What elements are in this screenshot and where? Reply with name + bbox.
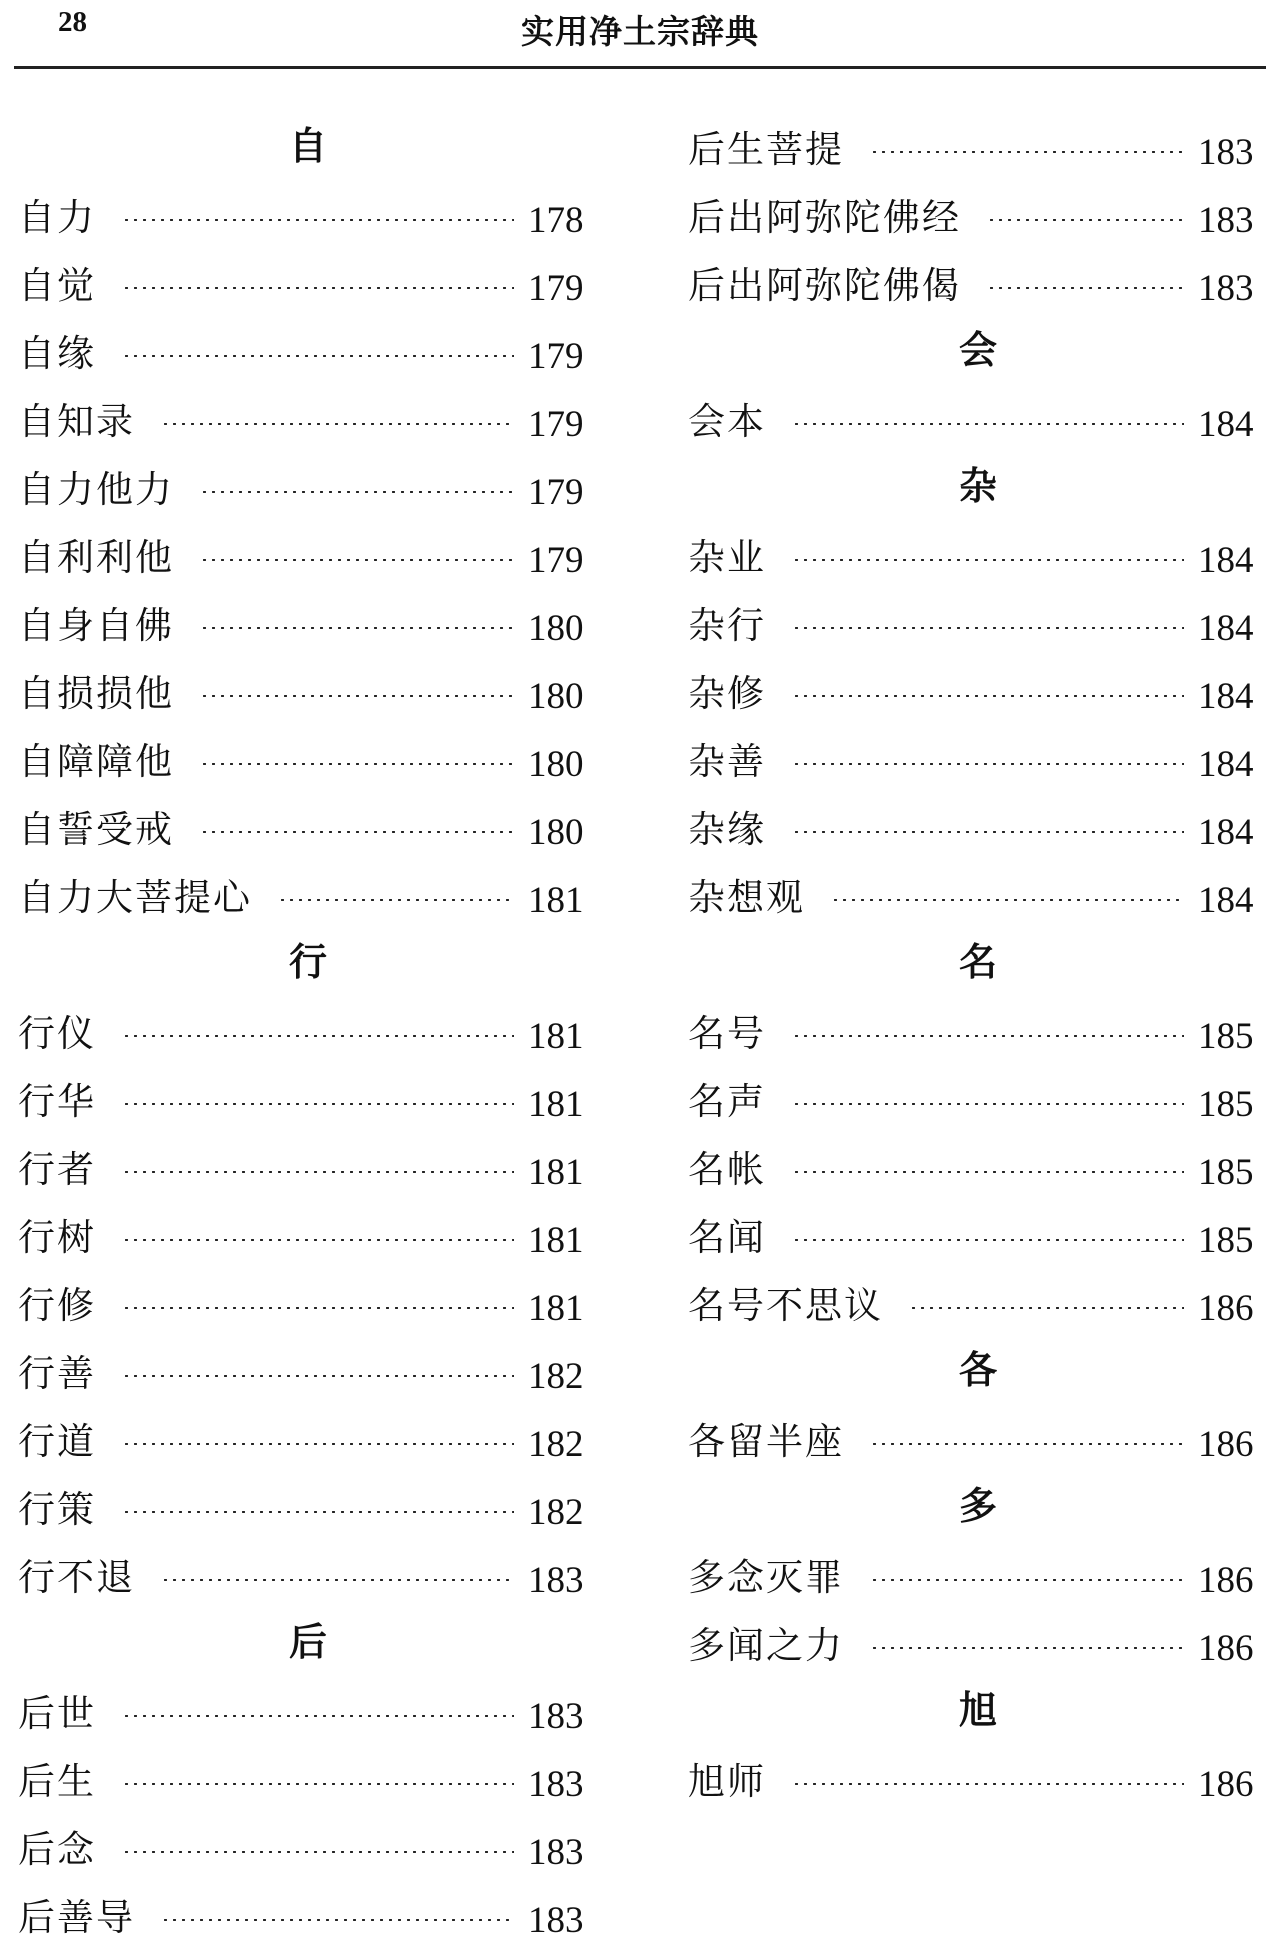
entry-term: 行仪 [18, 1012, 96, 1055]
entry-term: 杂善 [688, 740, 766, 783]
entry-page-number: 181 [528, 1151, 584, 1193]
entry-term: 行善 [18, 1352, 96, 1395]
entry-term: 后善导 [18, 1896, 135, 1939]
index-column-left [18, 112, 598, 1948]
section-heading: 自 [288, 123, 327, 168]
dot-leader [122, 287, 514, 289]
index-entry [18, 1744, 598, 1812]
dot-leader [122, 1307, 514, 1309]
index-entry [18, 860, 598, 928]
index-entry [18, 724, 598, 792]
entry-page-number: 186 [1198, 1559, 1254, 1601]
dot-leader [200, 559, 514, 561]
dot-leader [870, 1443, 1184, 1445]
entry-term: 行策 [18, 1488, 96, 1531]
index-entry [688, 248, 1268, 316]
entry-term: 杂业 [688, 536, 766, 579]
dot-leader [792, 1171, 1184, 1173]
section-heading: 杂 [958, 463, 997, 508]
entry-term: 行树 [18, 1216, 96, 1259]
index-entry [18, 1268, 598, 1336]
dot-leader [122, 1443, 514, 1445]
dot-leader [792, 695, 1184, 697]
entry-page-number: 179 [528, 267, 584, 309]
entry-term: 旭师 [688, 1760, 766, 1803]
entry-term: 自缘 [18, 332, 96, 375]
index-entry [688, 1404, 1268, 1472]
index-entry [18, 384, 598, 452]
index-entry [688, 860, 1268, 928]
entry-page-number: 183 [1198, 131, 1254, 173]
index-entry [688, 1064, 1268, 1132]
entry-page-number: 184 [1198, 403, 1254, 445]
index-entry [18, 1336, 598, 1404]
dot-leader [987, 287, 1184, 289]
dot-leader [122, 1715, 514, 1717]
dot-leader [122, 1375, 514, 1377]
dot-leader [161, 1919, 514, 1921]
index-entry [18, 1404, 598, 1472]
entry-term: 各留半座 [688, 1420, 844, 1463]
index-entry [688, 180, 1268, 248]
entry-term: 后出阿弥陀佛偈 [688, 264, 961, 307]
entry-term: 名声 [688, 1080, 766, 1123]
entry-term: 行修 [18, 1284, 96, 1327]
entry-page-number: 186 [1198, 1423, 1254, 1465]
index-entry [18, 1676, 598, 1744]
entry-page-number: 185 [1198, 1083, 1254, 1125]
entry-page-number: 181 [528, 1219, 584, 1261]
index-column-right [688, 112, 1268, 1812]
entry-page-number: 185 [1198, 1219, 1254, 1261]
entry-page-number: 181 [528, 879, 584, 921]
entry-page-number: 184 [1198, 743, 1254, 785]
page-header [0, 0, 1280, 72]
section-heading: 各 [958, 1347, 997, 1392]
index-entry [688, 996, 1268, 1064]
dot-leader [870, 1647, 1184, 1649]
entry-page-number: 183 [1198, 267, 1254, 309]
dot-leader [792, 1783, 1184, 1785]
entry-page-number: 179 [528, 335, 584, 377]
entry-page-number: 181 [528, 1287, 584, 1329]
entry-page-number: 182 [528, 1355, 584, 1397]
dot-leader [870, 151, 1184, 153]
dot-leader [792, 627, 1184, 629]
dot-leader [122, 1239, 514, 1241]
index-entry [688, 1200, 1268, 1268]
entry-term: 多闻之力 [688, 1624, 844, 1667]
dot-leader [792, 831, 1184, 833]
dot-leader [278, 899, 514, 901]
dot-leader [122, 1035, 514, 1037]
entry-term: 杂想观 [688, 876, 805, 919]
index-entry [688, 724, 1268, 792]
dot-leader [200, 763, 514, 765]
entry-term: 自障障他 [18, 740, 174, 783]
dot-leader [870, 1579, 1184, 1581]
index-entry [688, 1268, 1268, 1336]
index-entry [18, 1064, 598, 1132]
entry-page-number: 181 [528, 1083, 584, 1125]
dot-leader [200, 831, 514, 833]
entry-page-number: 179 [528, 403, 584, 445]
entry-page-number: 183 [1198, 199, 1254, 241]
entry-term: 自力大菩提心 [18, 876, 252, 919]
index-entry [18, 1812, 598, 1880]
index-entry [18, 1200, 598, 1268]
entry-page-number: 186 [1198, 1627, 1254, 1669]
index-entry [688, 792, 1268, 860]
dot-leader [122, 1171, 514, 1173]
entry-page-number: 180 [528, 675, 584, 717]
index-entry [688, 384, 1268, 452]
entry-term: 自力他力 [18, 468, 174, 511]
dot-leader [792, 1035, 1184, 1037]
entry-term: 名帐 [688, 1148, 766, 1191]
dot-leader [831, 899, 1184, 901]
entry-term: 自身自佛 [18, 604, 174, 647]
entry-page-number: 185 [1198, 1151, 1254, 1193]
entry-term: 行者 [18, 1148, 96, 1191]
index-entry [18, 1540, 598, 1608]
entry-page-number: 183 [528, 1763, 584, 1805]
index-entry [688, 112, 1268, 180]
entry-term: 行道 [18, 1420, 96, 1463]
index-entry [18, 180, 598, 248]
dot-leader [792, 1239, 1184, 1241]
entry-term: 后世 [18, 1692, 96, 1735]
dot-leader [792, 559, 1184, 561]
entry-term: 自损损他 [18, 672, 174, 715]
entry-term: 杂修 [688, 672, 766, 715]
entry-page-number: 184 [1198, 879, 1254, 921]
dot-leader [122, 219, 514, 221]
dot-leader [200, 627, 514, 629]
dot-leader [792, 423, 1184, 425]
entry-page-number: 184 [1198, 811, 1254, 853]
entry-term: 名号 [688, 1012, 766, 1055]
section-heading: 多 [958, 1483, 997, 1528]
entry-term: 后念 [18, 1828, 96, 1871]
section-heading: 旭 [958, 1687, 997, 1732]
index-entry [18, 1880, 598, 1948]
index-entry [18, 520, 598, 588]
entry-page-number: 183 [528, 1831, 584, 1873]
running-title: 实用净土宗辞典 [521, 12, 759, 51]
entry-term: 后生 [18, 1760, 96, 1803]
index-entry [18, 996, 598, 1064]
entry-page-number: 183 [528, 1899, 584, 1941]
entry-page-number: 186 [1198, 1287, 1254, 1329]
index-entry [688, 1132, 1268, 1200]
dot-leader [161, 423, 514, 425]
index-entry [688, 656, 1268, 724]
section-heading: 后 [288, 1619, 327, 1664]
section-heading: 行 [288, 939, 327, 984]
entry-page-number: 181 [528, 1015, 584, 1057]
entry-page-number: 185 [1198, 1015, 1254, 1057]
entry-page-number: 183 [528, 1695, 584, 1737]
index-entry [18, 316, 598, 384]
dot-leader [122, 1783, 514, 1785]
entry-page-number: 184 [1198, 607, 1254, 649]
dot-leader [122, 1851, 514, 1853]
section-heading: 会 [958, 327, 997, 372]
index-entry [688, 1540, 1268, 1608]
entry-term: 自誓受戒 [18, 808, 174, 851]
index-entry [18, 1132, 598, 1200]
entry-term: 名号不思议 [688, 1284, 883, 1327]
index-entry [18, 792, 598, 860]
entry-page-number: 180 [528, 743, 584, 785]
entry-term: 自力 [18, 196, 96, 239]
index-entry [688, 520, 1268, 588]
dot-leader [200, 491, 514, 493]
entry-term: 后生菩提 [688, 128, 844, 171]
entry-term: 名闻 [688, 1216, 766, 1259]
dot-leader [122, 1511, 514, 1513]
entry-term: 会本 [688, 400, 766, 443]
page-number: 28 [58, 6, 87, 38]
entry-page-number: 183 [528, 1559, 584, 1601]
entry-page-number: 184 [1198, 675, 1254, 717]
section-heading: 名 [958, 939, 997, 984]
entry-page-number: 182 [528, 1491, 584, 1533]
entry-term: 杂行 [688, 604, 766, 647]
dot-leader [200, 695, 514, 697]
index-entry [688, 1608, 1268, 1676]
index-entry [18, 452, 598, 520]
dot-leader [792, 1103, 1184, 1105]
entry-page-number: 180 [528, 811, 584, 853]
index-entry [688, 1744, 1268, 1812]
entry-page-number: 179 [528, 471, 584, 513]
dot-leader [122, 1103, 514, 1105]
entry-term: 行不退 [18, 1556, 135, 1599]
index-entry [18, 588, 598, 656]
entry-term: 自利利他 [18, 536, 174, 579]
index-entry [18, 1472, 598, 1540]
header-rule [14, 66, 1266, 69]
entry-term: 行华 [18, 1080, 96, 1123]
dot-leader [122, 355, 514, 357]
entry-page-number: 182 [528, 1423, 584, 1465]
entry-term: 杂缘 [688, 808, 766, 851]
entry-page-number: 178 [528, 199, 584, 241]
entry-term: 自知录 [18, 400, 135, 443]
entry-term: 后出阿弥陀佛经 [688, 196, 961, 239]
entry-term: 多念灭罪 [688, 1556, 844, 1599]
entry-page-number: 186 [1198, 1763, 1254, 1805]
dot-leader [161, 1579, 514, 1581]
dot-leader [792, 763, 1184, 765]
entry-page-number: 184 [1198, 539, 1254, 581]
index-entry [18, 656, 598, 724]
index-entry [18, 248, 598, 316]
index-entry [688, 588, 1268, 656]
entry-page-number: 180 [528, 607, 584, 649]
entry-page-number: 179 [528, 539, 584, 581]
dot-leader [987, 219, 1184, 221]
dot-leader [909, 1307, 1184, 1309]
entry-term: 自觉 [18, 264, 96, 307]
